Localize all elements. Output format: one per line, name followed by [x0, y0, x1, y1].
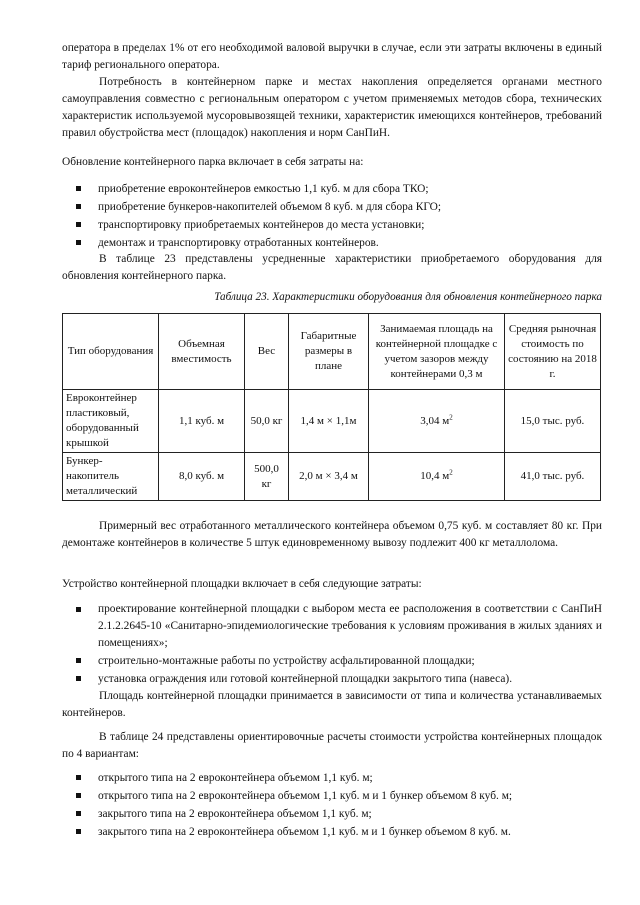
list-item: установка ограждения или готовой контейнерной площадки закрытого типа (навеса). — [62, 670, 602, 688]
paragraph-site-costs: Устройство контейнерной площадки включает в себя следующие затраты: — [62, 578, 422, 590]
table-cell: 8,0 куб. м — [159, 453, 245, 501]
column-header: Занимаемая площадь на контейнерной площадке с учетом зазоров между контейнерами 0,3 м — [369, 314, 505, 390]
list-item: открытого типа на 2 евроконтейнера объемом 1,1 куб. м; — [62, 769, 602, 787]
bullet-icon — [76, 186, 81, 191]
list-update-costs — [62, 180, 602, 252]
bullet-icon — [76, 793, 81, 798]
column-header: Средняя рыночная стоимость по состоянию на 2018 г. — [505, 314, 601, 390]
column-header: Вес — [245, 314, 289, 390]
column-header: Объемная вместимость — [159, 314, 245, 390]
bullet-icon — [76, 676, 81, 681]
bullet-icon — [76, 658, 81, 663]
paragraph-container-need: Потребность в контейнерном парке и местах накопления определяется органами местного самоуправления совместно с региональным оператором с учетом применяемых методов сбора, технических характеристик используемой мусоровывозящей техники, характеристик имеющихся контейнеров, требований правил обустройства мест (площадок) накопления и норм СанПиН. — [62, 76, 602, 139]
table-row — [63, 453, 601, 501]
table-cell: 2,0 м × 3,4 м — [289, 453, 369, 501]
bullet-icon — [76, 204, 81, 209]
table-cell: 1,4 м × 1,1м — [289, 390, 369, 453]
bullet-icon — [76, 240, 81, 245]
list-site-costs — [62, 601, 602, 688]
paragraph-table24-intro: В таблице 24 представлены ориентировочные расчеты стоимости устройства контейнерных площадок по 4 вариантам: — [62, 731, 602, 760]
list-item: закрытого типа на 2 евроконтейнера объемом 1,1 куб. м и 1 бункер объемом 8 куб. м. — [62, 823, 602, 841]
paragraph-update-costs: Обновление контейнерного парка включает в себя затраты на: — [62, 156, 364, 168]
list-item: транспортировку приобретаемых контейнеров до места установки; — [62, 216, 602, 234]
paragraph-site-area: Площадь контейнерной площадки принимается в зависимости от типа и количества устанавливаемых контейнеров. — [62, 690, 602, 719]
column-header: Тип оборудования — [63, 314, 159, 390]
table-cell: 3,04 $м^2$ — [369, 390, 505, 453]
list-item: приобретение евроконтейнеров емкостью 1,1 куб. м для сбора ТКО; — [62, 180, 602, 198]
list-site-variants — [62, 769, 602, 841]
table-cell: 50,0 кг — [245, 390, 289, 453]
list-item: закрытого типа на 2 евроконтейнера объемом 1,1 куб. м; — [62, 805, 602, 823]
list-item: демонтаж и транспортировку отработанных контейнеров. — [62, 234, 602, 252]
table-cell: Евроконтейнер пластиковый, оборудованный крышкой — [63, 390, 159, 453]
list-item: приобретение бункеров-накопителей объемом 8 куб. м для сбора КГО; — [62, 198, 602, 216]
bullet-icon — [76, 811, 81, 816]
paragraph-tariff: оператора в пределах 1% от его необходимой валовой выручки в случае, если эти затраты включены в единый тариф регионального оператора. — [62, 42, 602, 71]
table-cell: 10,4 $м^2$ — [369, 453, 505, 501]
bullet-icon — [76, 607, 81, 612]
table-cell: 500,0 кг — [245, 453, 289, 501]
table-cell: Бункер-накопитель металлический — [63, 453, 159, 501]
paragraph-table-intro: В таблице 23 представлены усредненные характеристики приобретаемого оборудования для обновления контейнерного парка. — [62, 253, 602, 282]
bullet-icon — [76, 829, 81, 834]
table-cell: 41,0 тыс. руб. — [505, 453, 601, 501]
table-cell: 15,0 тыс. руб. — [505, 390, 601, 453]
bullet-icon — [76, 222, 81, 227]
list-item: строительно-монтажные работы по устройству асфальтированной площадки; — [62, 652, 602, 670]
list-item: проектирование контейнерной площадки с выбором места ее расположения в соответствии с СанПиН 2.1.2.2645-10 «Санитарно-эпидемиологические требования к условиям проживания в жилых зданиях и помещениях»; — [62, 601, 602, 652]
table-caption: Таблица 23. Характеристики оборудования для обновления контейнерного парка — [214, 291, 602, 303]
equipment-table — [62, 313, 601, 501]
list-item: открытого типа на 2 евроконтейнера объемом 1,1 куб. м и 1 бункер объемом 8 куб. м; — [62, 787, 602, 805]
table-row — [63, 390, 601, 453]
paragraph-container-weight: Примерный вес отработанного металлического контейнера объемом 0,75 куб. м составляет 80 кг. При демонтаже контейнеров в количестве 5 штук единовременному вывозу подлежит 400 кг металлолома. — [62, 520, 602, 549]
table-cell: 1,1 куб. м — [159, 390, 245, 453]
column-header: Габаритные размеры в плане — [289, 314, 369, 390]
table-header-row — [63, 314, 601, 390]
bullet-icon — [76, 775, 81, 780]
